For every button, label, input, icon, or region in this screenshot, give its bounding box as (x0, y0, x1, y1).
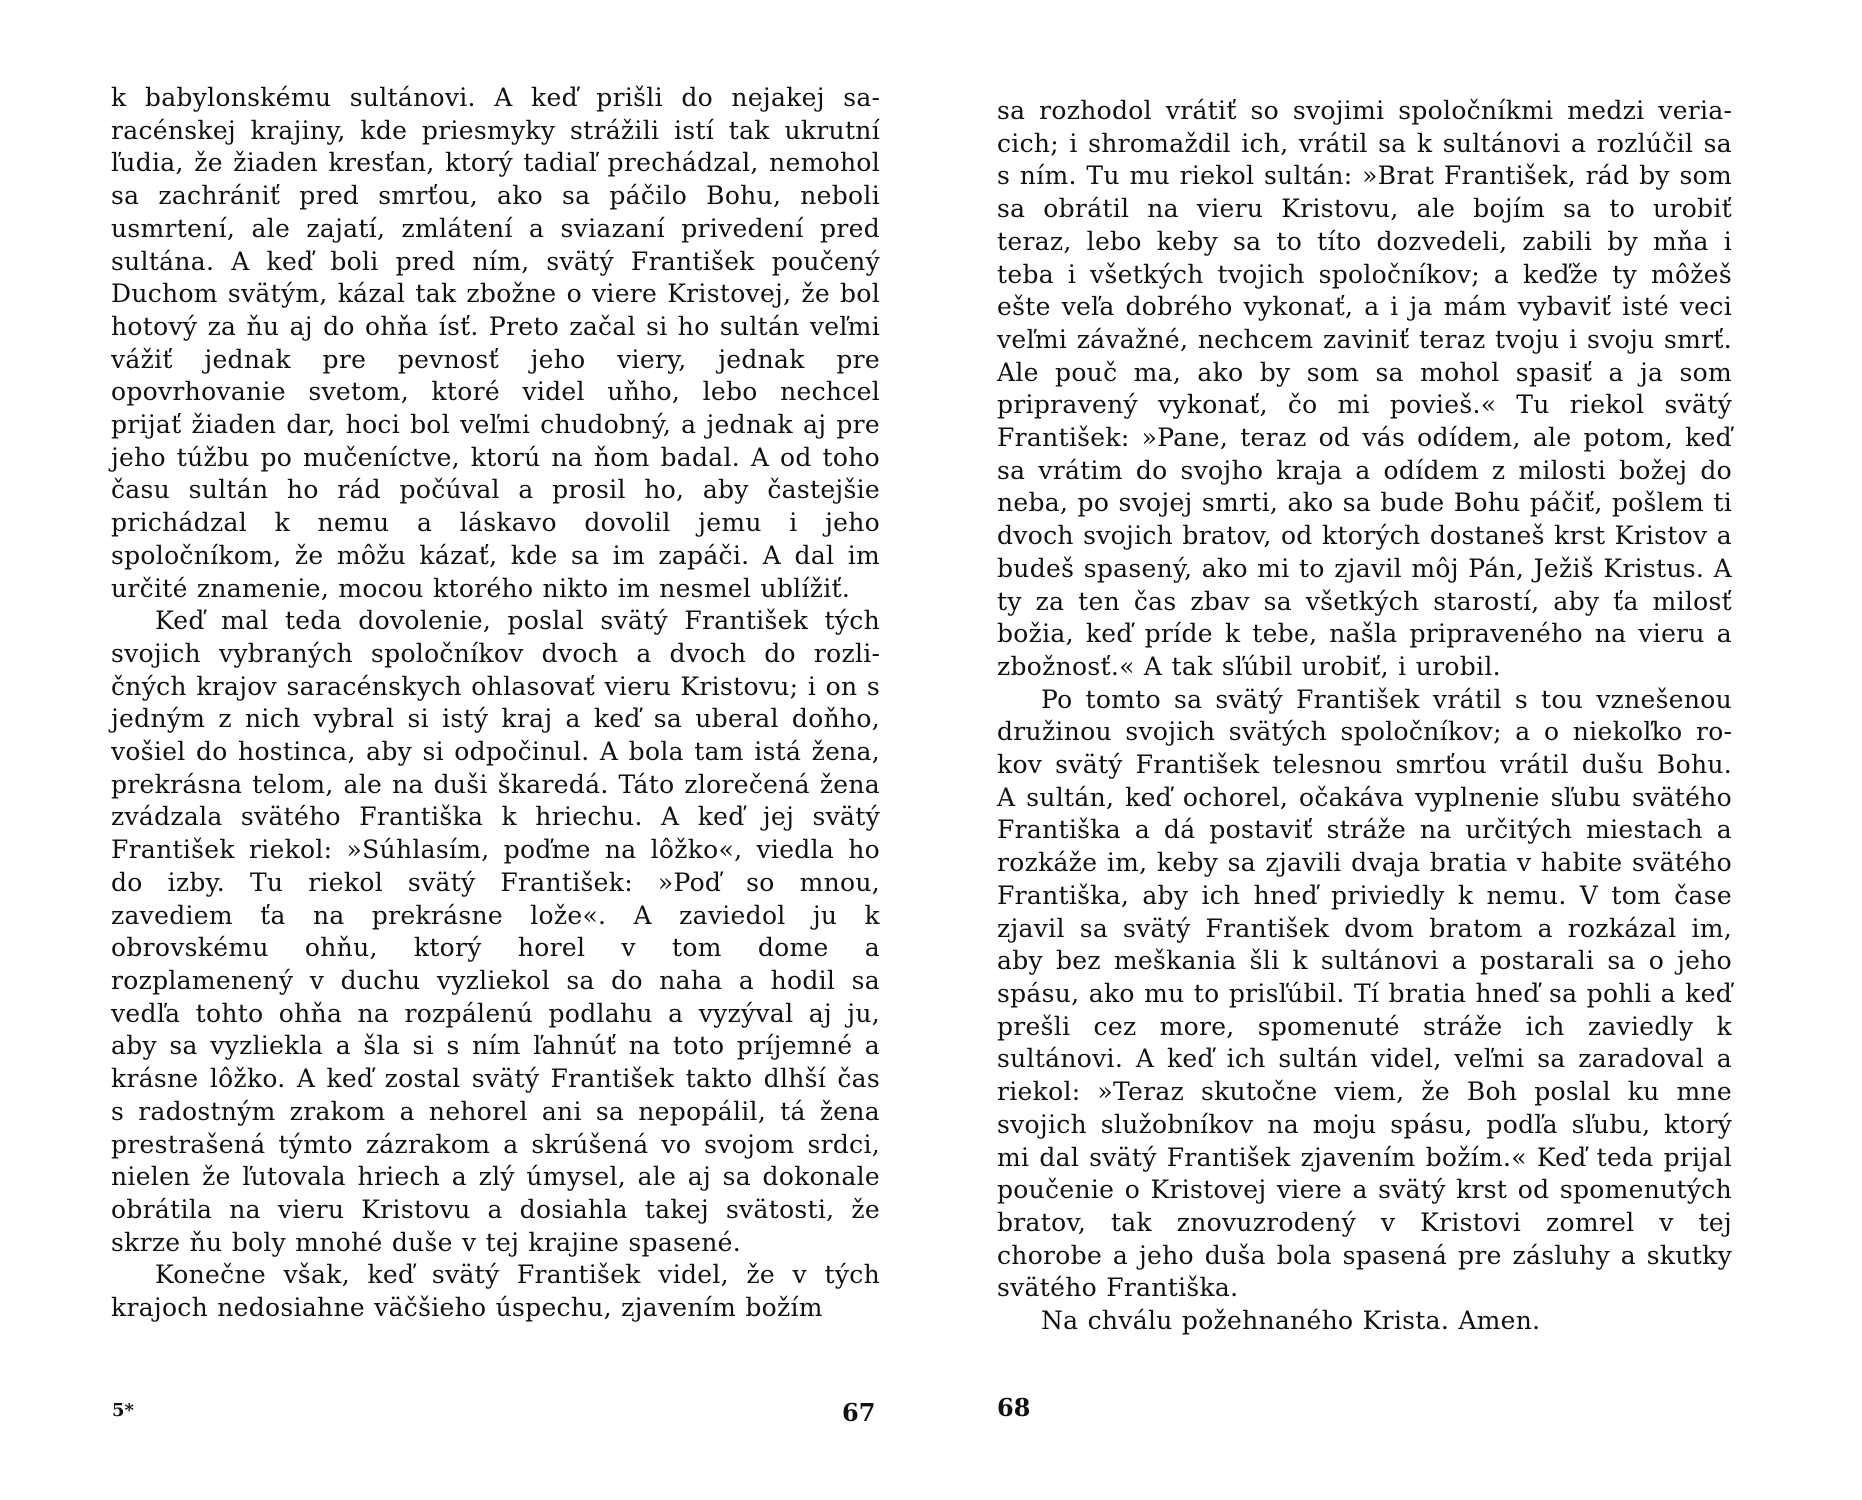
right-page-text (997, 95, 1732, 1338)
page-number: 67 (842, 1398, 876, 1427)
signature-mark: 5* (112, 1400, 134, 1421)
paragraph: Konečne však, keď svätý František videl, že v tých krajoch nedosiahne väčšieho úspechu, zjavením božím (111, 1260, 880, 1323)
paragraph: Po tomto sa svätý František vrátil s tou vznešenou družinou svojich svätých spoločníkov; a o niekoľko rokov svätý František telesnou smrťou vrátil dušu Bohu. A sultán, keď ochorel, očakáva vyplnenie sľubu svätého Františka a dá postaviť stráže na určitých miestach a rozkáže im, keby sa zjavili dvaja bratia v habite svätého Františka, aby ich hneď priviedly k nemu. V tom čase zjavil sa svätý František dvom bratom a rozkázal im, aby bez meškania šli k sultánovi a postarali sa o jeho spásu, ako mu to prisľúbil. Tí bratia hneď sa pohli a keď prešli cez more, spomenuté stráže ich zaviedly k sultánovi. A keď ich sultán videl, veľmi sa zaradoval a riekol: »Teraz skutočne viem, že Boh poslal ku mne svojich služobníkov na moju spásu, podľa sľubu, ktorý mi dal svätý František zjavením božím.« Keď teda prijal poučenie o Kristovej viere a svätý krst od spomenutých bratov, tak znovuzrodený v Kristovi zomrel v tej chorobe a jeho duša bola spasená pre zásluhy a skutky svätého Františka. (997, 684, 1732, 1303)
right-page (931, 0, 1862, 1500)
paragraph: sa rozhodol vrátiť so svojimi spoločníkmi medzi veriacich; i shromaždil ich, vrátil sa k sultánovi a rozlúčil sa s ním. Tu mu riekol sultán: »Brat František, rád by som sa obrátil na vieru Kristovu, ale bojím sa to urobiť teraz, lebo keby sa to títo dozvedeli, zabili by mňa i teba i všetkých tvojich spoločníkov; a keďže ty môžeš ešte veľa dobrého vykonať, a i ja mám vybaviť isté veci veľmi závažné, nechcem zaviniť teraz tvoju i svoju smrť. Ale pouč ma, ako by som sa mohol spasiť a ja som pripravený vykonať, čo mi povieš.« Tu riekol svätý František: »Pane, teraz od vás odídem, ale potom, keď sa vrátim do svojho kraja a odídem z milosti božej do neba, po svojej smrti, ako sa bude Bohu páčiť, pošlem ti dvoch svojich bratov, od ktorých dostaneš krst Kristov a budeš spasený, ako mi to zjavil môj Pán, Ježiš Kristus. A ty za ten čas zbav sa všetkých starostí, aby ťa milosť božia, keď príde k tebe, našla pripraveného na vieru a zbožnosť.« A tak sľúbil urobiť, i urobil. (997, 96, 1732, 681)
paragraph: Keď mal teda dovolenie, poslal svätý František tých svojich vybraných spoločníkov dvoch a dvoch do rozličných krajov saracénskych ohlasovať vieru Kristovu; i on s jedným z nich vybral si istý kraj a keď sa uberal doňho, vošiel do hostinca, aby si odpočinul. A bola tam istá žena, prekrásna telom, ale na duši škaredá. Táto zlorečená žena zvádzala svätého Františka k hriechu. A keď jej svätý František riekol: »Súhlasím, poďme na lôžko«, viedla ho do izby. Tu riekol svätý František: »Poď so mnou, zavediem ťa na prekrásne lože«. A zaviedol ju k obrovskému ohňu, ktorý horel v tom dome a rozplamenený v duchu vyzliekol sa do naha a hodil sa vedľa tohto ohňa na rozpálenú podlahu a vyzýval aj ju, aby sa vyzliekla a šla si s ním ľahnúť na toto príjemné a krásne lôžko. A keď zostal svätý František takto dlhší čas s radostným zrakom a nehorel ani sa nepopálil, tá žena prestrašená týmto zázrakom a skrúšená vo svojom srdci, nielen že ľutovala hriech a zlý úmysel, ale aj sa dokonale obrátila na vieru Kristovu a dosiahla takej svätosti, že skrze ňu boly mnohé duše v tej krajine spasené. (111, 606, 880, 1257)
paragraph: k babylonskému sultánovi. A keď prišli do nejakej saracénskej krajiny, kde priesmyky strážili istí tak ukrutní ľudia, že žiaden kresťan, ktorý tadiaľ prechádzal, nemohol sa zachrániť pred smrťou, ako sa páčilo Bohu, neboli usmrtení, ale zajatí, zmlátení a sviazaní privedení pred sultána. A keď boli pred ním, svätý František poučený Duchom svätým, kázal tak zbožne o viere Kristovej, že bol hotový za ňu aj do ohňa ísť. Preto začal si ho sultán veľmi vážiť jednak pre pevnosť jeho viery, jednak pre opovrhovanie svetom, ktoré videl uňho, lebo nechcel prijať žiaden dar, hoci bol veľmi chudobný, a jednak aj pre jeho túžbu po mučeníctve, ktorú na ňom badal. A od toho času sultán ho rád počúval a prosil ho, aby častejšie prichádzal k nemu a láskavo dovolil jemu i jeho spoločníkom, že môžu kázať, kde sa im zapáči. A dal im určité znamenie, mocou ktorého nikto im nesmel ublížiť. (111, 83, 880, 603)
paragraph: Na chválu požehnaného Krista. Amen. (1041, 1306, 1541, 1336)
left-page-text (111, 82, 880, 1325)
page-number: 68 (997, 1393, 1031, 1422)
